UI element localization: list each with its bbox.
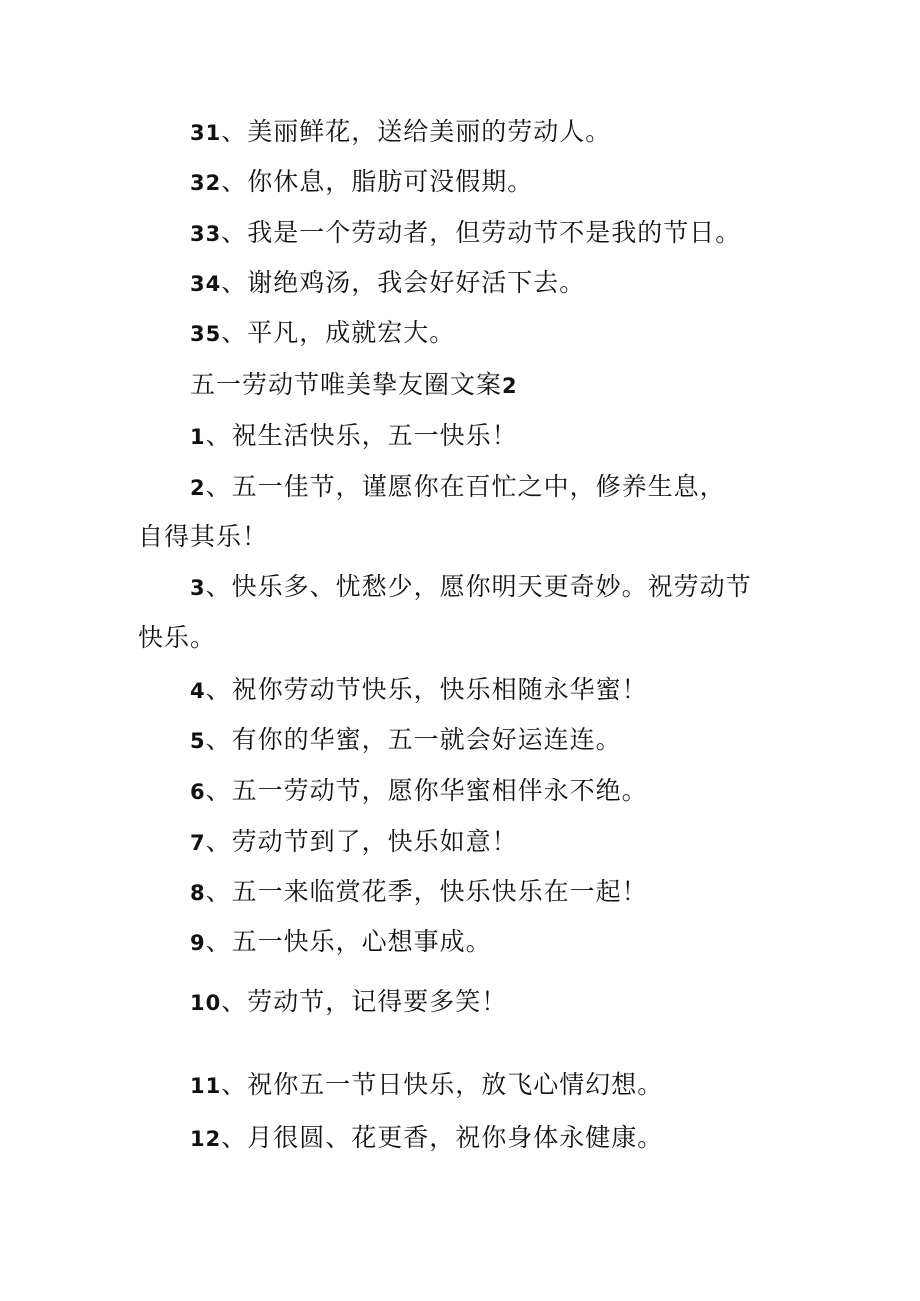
item-text: 劳动节到了，快乐如意！: [231, 827, 518, 856]
item-separator: 、: [221, 987, 248, 1016]
item-separator: 、: [221, 117, 248, 146]
item-number: 8: [190, 881, 206, 905]
item-separator: 、: [221, 1070, 248, 1099]
item-text: 祝你劳动节快乐，快乐相随永华蜜！: [231, 675, 648, 704]
item-number: 32: [190, 171, 222, 195]
item-separator: 、: [205, 877, 232, 906]
section-heading-number: 2: [502, 374, 518, 398]
item-text-continued: 自得其乐！: [138, 522, 269, 551]
item-separator: 、: [205, 675, 232, 704]
list-item: [190, 420, 518, 453]
list-item: [190, 724, 622, 757]
item-number: 35: [190, 322, 222, 346]
list-item: [190, 1122, 663, 1155]
list-item: [190, 166, 533, 199]
list-item: [190, 826, 518, 859]
item-separator: 、: [221, 318, 248, 347]
item-number: 6: [190, 780, 206, 804]
item-number: 11: [190, 1074, 222, 1098]
item-number: 4: [190, 679, 206, 703]
list-item: [190, 674, 648, 707]
item-separator: 、: [205, 827, 232, 856]
item-text: 平凡，成就宏大。: [247, 318, 456, 347]
list-item: [190, 317, 455, 350]
list-item: [190, 775, 648, 808]
item-text: 谢绝鸡汤，我会好好活下去。: [247, 268, 586, 297]
list-item: [190, 986, 507, 1019]
item-separator: 、: [221, 268, 248, 297]
item-number: 2: [190, 476, 206, 500]
list-item: [190, 116, 611, 149]
list-item: [190, 1069, 663, 1102]
list-item-continuation: [138, 622, 216, 654]
item-text: 快乐多、忧愁少，愿你明天更奇妙。祝劳动节: [231, 572, 752, 601]
item-text: 劳动节，记得要多笑！: [247, 987, 508, 1016]
item-separator: 、: [205, 572, 232, 601]
item-number: 3: [190, 576, 206, 600]
item-number: 5: [190, 729, 206, 753]
item-separator: 、: [205, 725, 232, 754]
item-text: 祝生活快乐，五一快乐！: [231, 421, 518, 450]
item-text: 你休息，脂肪可没假期。: [247, 167, 534, 196]
item-text: 祝你五一节日快乐，放飞心情幻想。: [247, 1070, 664, 1099]
item-text: 五一劳动节，愿你华蜜相伴永不绝。: [231, 776, 648, 805]
section-heading: [190, 369, 518, 402]
item-text: 月很圆、花更香，祝你身体永健康。: [247, 1123, 664, 1152]
item-separator: 、: [221, 167, 248, 196]
item-number: 12: [190, 1127, 222, 1151]
section-heading-text: 五一劳动节唯美挚友圈文案: [190, 370, 503, 399]
item-number: 1: [190, 425, 206, 449]
item-text: 五一来临赏花季，快乐快乐在一起！: [231, 877, 648, 906]
item-separator: 、: [221, 1123, 248, 1152]
list-item: [190, 571, 752, 604]
item-separator: 、: [205, 421, 232, 450]
item-number: 9: [190, 931, 206, 955]
list-item: [190, 876, 648, 909]
list-item: [190, 267, 585, 300]
item-number: 33: [190, 222, 222, 246]
list-item: [190, 471, 726, 504]
item-number: 31: [190, 121, 222, 145]
item-number: 10: [190, 991, 222, 1015]
item-text: 有你的华蜜，五一就会好运连连。: [231, 725, 622, 754]
item-number: 7: [190, 831, 206, 855]
list-item: [190, 217, 741, 250]
item-separator: 、: [205, 927, 232, 956]
list-item: [190, 926, 492, 959]
item-text: 五一快乐，心想事成。: [231, 927, 492, 956]
item-text-continued: 快乐。: [138, 623, 217, 652]
item-text: 我是一个劳动者，但劳动节不是我的节日。: [247, 218, 742, 247]
item-number: 34: [190, 272, 222, 296]
item-separator: 、: [205, 472, 232, 501]
list-item-continuation: [138, 521, 268, 553]
item-text: 五一佳节，谨愿你在百忙之中，修养生息，: [231, 472, 726, 501]
item-text: 美丽鲜花，送给美丽的劳动人。: [247, 117, 612, 146]
item-separator: 、: [205, 776, 232, 805]
item-separator: 、: [221, 218, 248, 247]
